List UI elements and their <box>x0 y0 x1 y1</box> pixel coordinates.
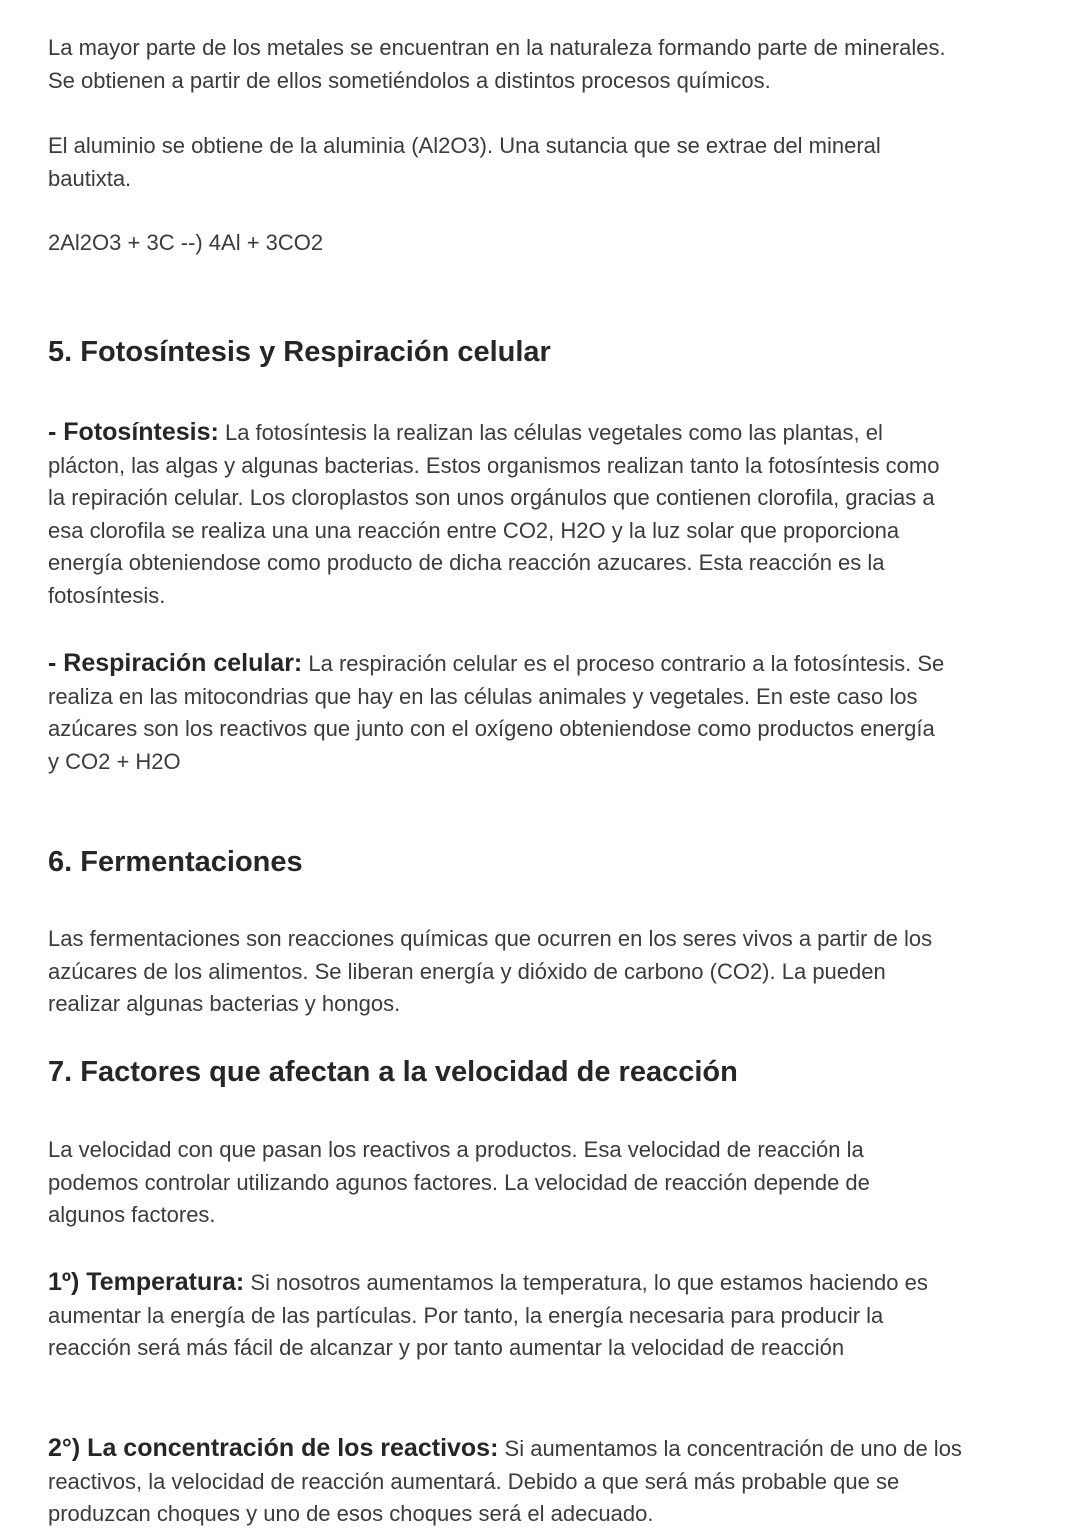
text-line: la repiración celular. Los cloroplastos son unos orgánulos que contienen clorofila, gracias a <box>48 485 935 511</box>
temperatura-paragraph <box>48 1266 1048 1365</box>
text-line: produzcan choques y uno de esos choques será el adecuado. <box>48 1501 654 1527</box>
text-line <box>48 416 1048 450</box>
text-line: aumentar la energía de las partículas. Por tanto, la energía necesaria para producir la <box>48 1302 884 1328</box>
temperatura-label: 1º) Temperatura: <box>48 1268 245 1296</box>
concentracion-label: 2°) La concentración de los reactivos: <box>48 1434 499 1462</box>
fermentaciones-paragraph <box>48 923 1048 1021</box>
text-line: El aluminio se obtiene de la aluminia (Al2O3). Una sutancia que se extrae del mineral <box>48 133 881 158</box>
text: La respiración celular es el proceso contrario a la fotosíntesis. Se <box>302 651 945 676</box>
text-line: La mayor parte de los metales se encuentran en la naturaleza formando parte de minerales. <box>48 35 946 60</box>
text-line: podemos controlar utilizando agunos factores. La velocidad de reacción depende de <box>48 1169 870 1195</box>
equation <box>48 227 1048 260</box>
text-line: azúcares de los alimentos. Se liberan energía y dióxido de carbono (CO2). La pueden <box>48 958 886 984</box>
concentracion-paragraph <box>48 1432 1048 1531</box>
text: Si aumentamos la concentración de uno de los <box>498 1436 962 1461</box>
intro-paragraph-1 <box>48 32 1048 97</box>
text-line: reacción será más fácil de alcanzar y por tanto aumentar la velocidad de reacción <box>48 1335 845 1361</box>
text-line <box>48 1432 1048 1466</box>
text-line: plácton, las algas y algunas bacterias. Estos organismos realizan tanto la fotosíntesis como <box>48 452 940 478</box>
text-line <box>48 1266 1048 1300</box>
text: La fotosíntesis la realizan las células vegetales como las plantas, el <box>218 420 883 445</box>
section-5-heading: 5. Fotosíntesis y Respiración celular <box>48 336 551 368</box>
text-line: Se obtienen a partir de ellos sometiéndolos a distintos procesos químicos. <box>48 67 771 93</box>
text-line: Las fermentaciones son reacciones químicas que ocurren en los seres vivos a partir de los <box>48 926 933 951</box>
text-line: bautixta. <box>48 165 132 191</box>
text-line: y CO2 + H2O <box>48 748 181 774</box>
equation-text: 2Al2O3 + 3C --) 4Al + 3CO2 <box>48 230 324 255</box>
respiracion-label: - Respiración celular: <box>48 649 303 677</box>
text-line: energía obteniendose como producto de dicha reacción azucares. Esta reacción es la <box>48 550 885 576</box>
intro-paragraph-2 <box>48 130 1048 195</box>
text-line: reactivos, la velocidad de reacción aumentará. Debido a que será más probable que se <box>48 1468 900 1494</box>
text: Si nosotros aumentamos la temperatura, lo que estamos haciendo es <box>244 1270 928 1295</box>
section-7-heading: 7. Factores que afectan a la velocidad de reacción <box>48 1056 738 1088</box>
fotosintesis-paragraph <box>48 416 1048 613</box>
text-line: algunos factores. <box>48 1202 216 1228</box>
fotosintesis-label: - Fotosíntesis: <box>48 418 219 446</box>
text-line: La velocidad con que pasan los reactivos a productos. Esa velocidad de reacción la <box>48 1137 864 1162</box>
velocidad-paragraph <box>48 1134 1048 1232</box>
text-line <box>48 647 1048 681</box>
text-line: realizar algunas bacterias y hongos. <box>48 991 401 1017</box>
section-6-heading: 6. Fermentaciones <box>48 846 303 878</box>
text-line: fotosíntesis. <box>48 582 166 608</box>
respiracion-paragraph <box>48 647 1048 778</box>
text-line: esa clorofila se realiza una una reacción entre CO2, H2O y la luz solar que proporciona <box>48 517 900 543</box>
text-line: realiza en las mitocondrias que hay en las células animales y vegetales. En este caso los <box>48 683 918 709</box>
text-line: azúcares son los reactivos que junto con el oxígeno obteniendose como productos energía <box>48 716 935 742</box>
